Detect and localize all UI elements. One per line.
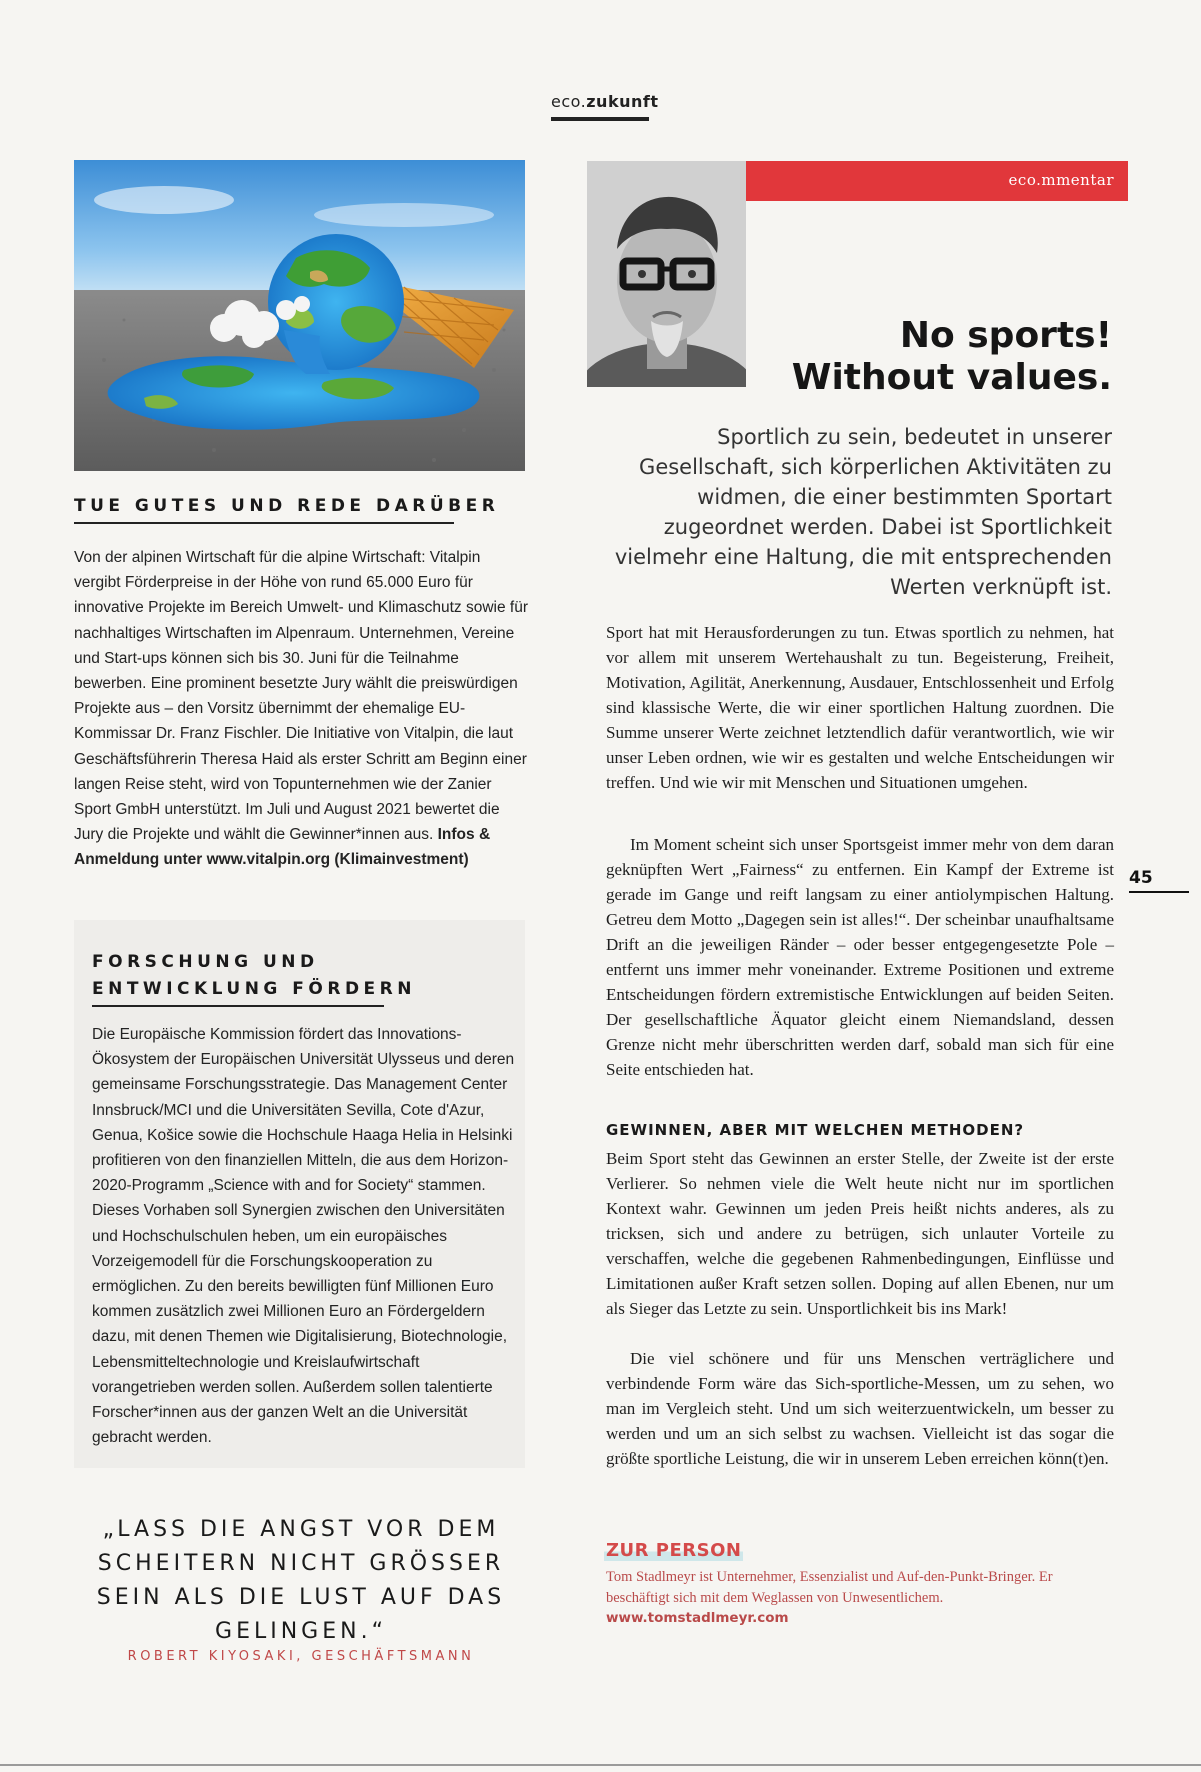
article-body-forschung: Die Europäische Kommission fördert das Innovations-Ökosystem der Europäischen Universität Ulysseus und deren gemeinsame Forschungsstrategie. Das Management Center Innsbruck/MCI und die Universitäten Sevilla, Cote d'Azur, Genua, Košice sowie die Hochschule Haaga Helia in Helsinki profitieren von den finanziellen Mitteln, die aus dem Horizon-2020-Programm „Science with and for Society“ stammen. Dieses Vorhaben soll Synergien zwischen den Universitäten und Hochschulschulen heben, um ein europäisches Vorzeigemodell für die Forschungskooperation zu ermöglichen. Zu den bereits bewilligten fünf Millionen Euro kommen zusätzlich zwei Millionen Euro an Fördergeldern dazu, mit denen Themen wie Digitalisierung, Biotechnologie, Lebensmitteltechnologie und Kreislaufwirtschaft vorangetrieben werden sollen. Außerdem sollen talentierte Forscher*innen aus der ganzen Welt an die Universität gebracht werden. [92,1026,515,1447]
article-heading-tue-gutes: TUE GUTES UND REDE DARÜBER [74,496,454,524]
quote-author: ROBERT KIYOSAKI, GESCHÄFTSMANN [127,1649,475,1664]
bottom-rule [0,1764,1201,1766]
heading-line-2: ENTWICKLUNG FÖRDERN [92,979,416,999]
column-label-bar [746,161,1128,201]
article-text: Von der alpinen Wirtschaft für die alpine Wirtschaft: Vitalpin vergibt Förderpreise in der Höhe von rund 65.000 Euro für innovative Projekte im Bereich Umwelt- und Klimaschutz sowie für nachhaltiges Wirtschaften im Alpenraum. Unternehmen, Vereine und Start-ups können sich bis 30. Juni für die Teilnahme bewerben. Eine prominent besetzte Jury wählt die preiswürdigen Projekte aus – den Vorsitz übernimmt der ehemalige EU-Kommissar Dr. Franz Fischler. Die Initiative von Vitalpin, die laut Geschäftsführerin Theresa Haid als erster Schritt am Beginn einer langen Reise steht, wird von Topunternehmen wie der Zanier Sport GmbH unterstützt. Im Juli und August 2021 bewertet die Jury die Projekte und wählt die Gewinner*innen aus. [74,549,528,844]
article-body-tue-gutes [74,545,530,873]
commentary-paragraph-1 [606,620,1114,795]
commentary-lead: Sportlich zu sein, bedeutet in unserer Gesellschaft, sich körperlichen Aktivitäten zu widmen, die einer bestimmten Sportart zugeordnet werden. Dabei ist Sportlichkeit vielmehr eine Haltung, die mit entsprechenden Werten verknüpft ist. [614,425,1112,599]
article-info-link[interactable]: Infos & Anmeldung unter www.vitalpin.org (Klimainvestment) [74,826,491,869]
paragraph-text: Beim Sport steht das Gewinnen an erster Stelle, der Zweite ist der erste Verlierer. So nehmen viele die Welt heute nicht nur im sportlichen Kontext wahr. Gewinnen um jeden Preis heißt nichts anderes, als zu tricksen, sich und andere zu betrügen, sich unlauter Vorteile zu verschaffen, welche die gegebenen Rahmenbedingungen, Einflüsse und Limitationen außer Kraft setzen sollen. Doping auf allen Ebenen, nur um als Sieger das Letzte zu sein. Unsportlichkeit bis ins Mark! [606,1149,1114,1318]
article-heading-forschung [92,949,416,1007]
author-bio-text: Tom Stadlmeyr ist Unternehmer, Essenzialist und Auf-den-Punkt-Bringer. Er beschäftigt sich mit dem Weglassen von Unwesentlichem. [606,1569,1053,1606]
commentary-paragraph-3 [606,1146,1114,1321]
section-suffix: zukunft [586,92,659,111]
paragraph-text: Die viel schönere und für uns Menschen verträglichere und verbindende Form wäre das Sich-sportliche-Messen, um zu sehen, wo man im Vergleich steht. Und um sich weiterzuentwickeln, um besser zu werden und um an sich selbst zu wachsen. Vielleicht ist das sogar die größte sportliche Leistung, die wir in unserem Leben erreichen könn(t)en. [606,1349,1114,1468]
commentary-headline [780,315,1112,399]
commentary-paragraph-2 [606,832,1114,1082]
headline-line-1: No sports! [899,315,1112,356]
author-portrait [587,161,746,387]
section-rule [551,117,649,121]
section-label [551,92,658,111]
author-website-link[interactable]: www.tomstadlmeyr.com [606,1610,789,1626]
paragraph-text: Im Moment scheint sich unser Sportsgeist immer mehr von dem daran geknüpften Wert „Fairness“ zu entfernen. Ein Kampf der Extreme ist gerade im Gange und reift langsam zu einer antiolympischen Haltung. Getreu dem Motto „Dagegen sein ist alles!“. Der scheinbar unaufhaltsame Drift an die jeweiligen Ränder – oder besser entgegengesetzte Pole – entfernt uns immer mehr voneinander. Extreme Positionen und extreme Entscheidungen fördern extremistische Entwicklungen auf beiden Seiten. Der gesellschaftliche Äquator gleicht einem Niemandsland, dessen Grenze nicht mehr überschritten werden darf, sobald man sich für eine Seite entschieden hat. [606,835,1114,1079]
melting-globe-image [74,160,525,471]
section-prefix: eco. [551,92,587,111]
page-number: 45 [1129,868,1189,893]
heading-line-1: FORSCHUNG UND [92,952,319,972]
author-bio-heading: ZUR PERSON [606,1540,742,1561]
headline-line-2: Without values. [791,357,1112,398]
paragraph-text: Sport hat mit Herausforderungen zu tun. Etwas sportlich zu nehmen, hat vor allem mit unserem Wertehaushalt zu tun. Begeisterung, Freiheit, Motivation, Agilität, Anerkennung, Ausdauer, Entschlossenheit und Erfolg sind klassische Werte, die wir einer sportlichen Haltung zuordnen. Die Summe unserer Werte zeichnet letztendlich dafür verantwortlich, wie wir unser Leben ordnen, wie wir es gestalten und welche Entscheidungen wir treffen. Und wie wir mit Menschen und Situationen umgehen. [606,623,1114,792]
column-label: eco.mmentar [1008,171,1114,189]
heading-underline [92,1005,384,1007]
commentary-paragraph-4 [606,1346,1114,1471]
commentary-subheading: GEWINNEN, ABER MIT WELCHEN METHODEN? [606,1121,1025,1139]
pull-quote: „LASS DIE ANGST VOR DEM SCHEITERN NICHT GRÖSSER SEIN ALS DIE LUST AUF DAS GELINGEN.“ [96,1517,506,1644]
